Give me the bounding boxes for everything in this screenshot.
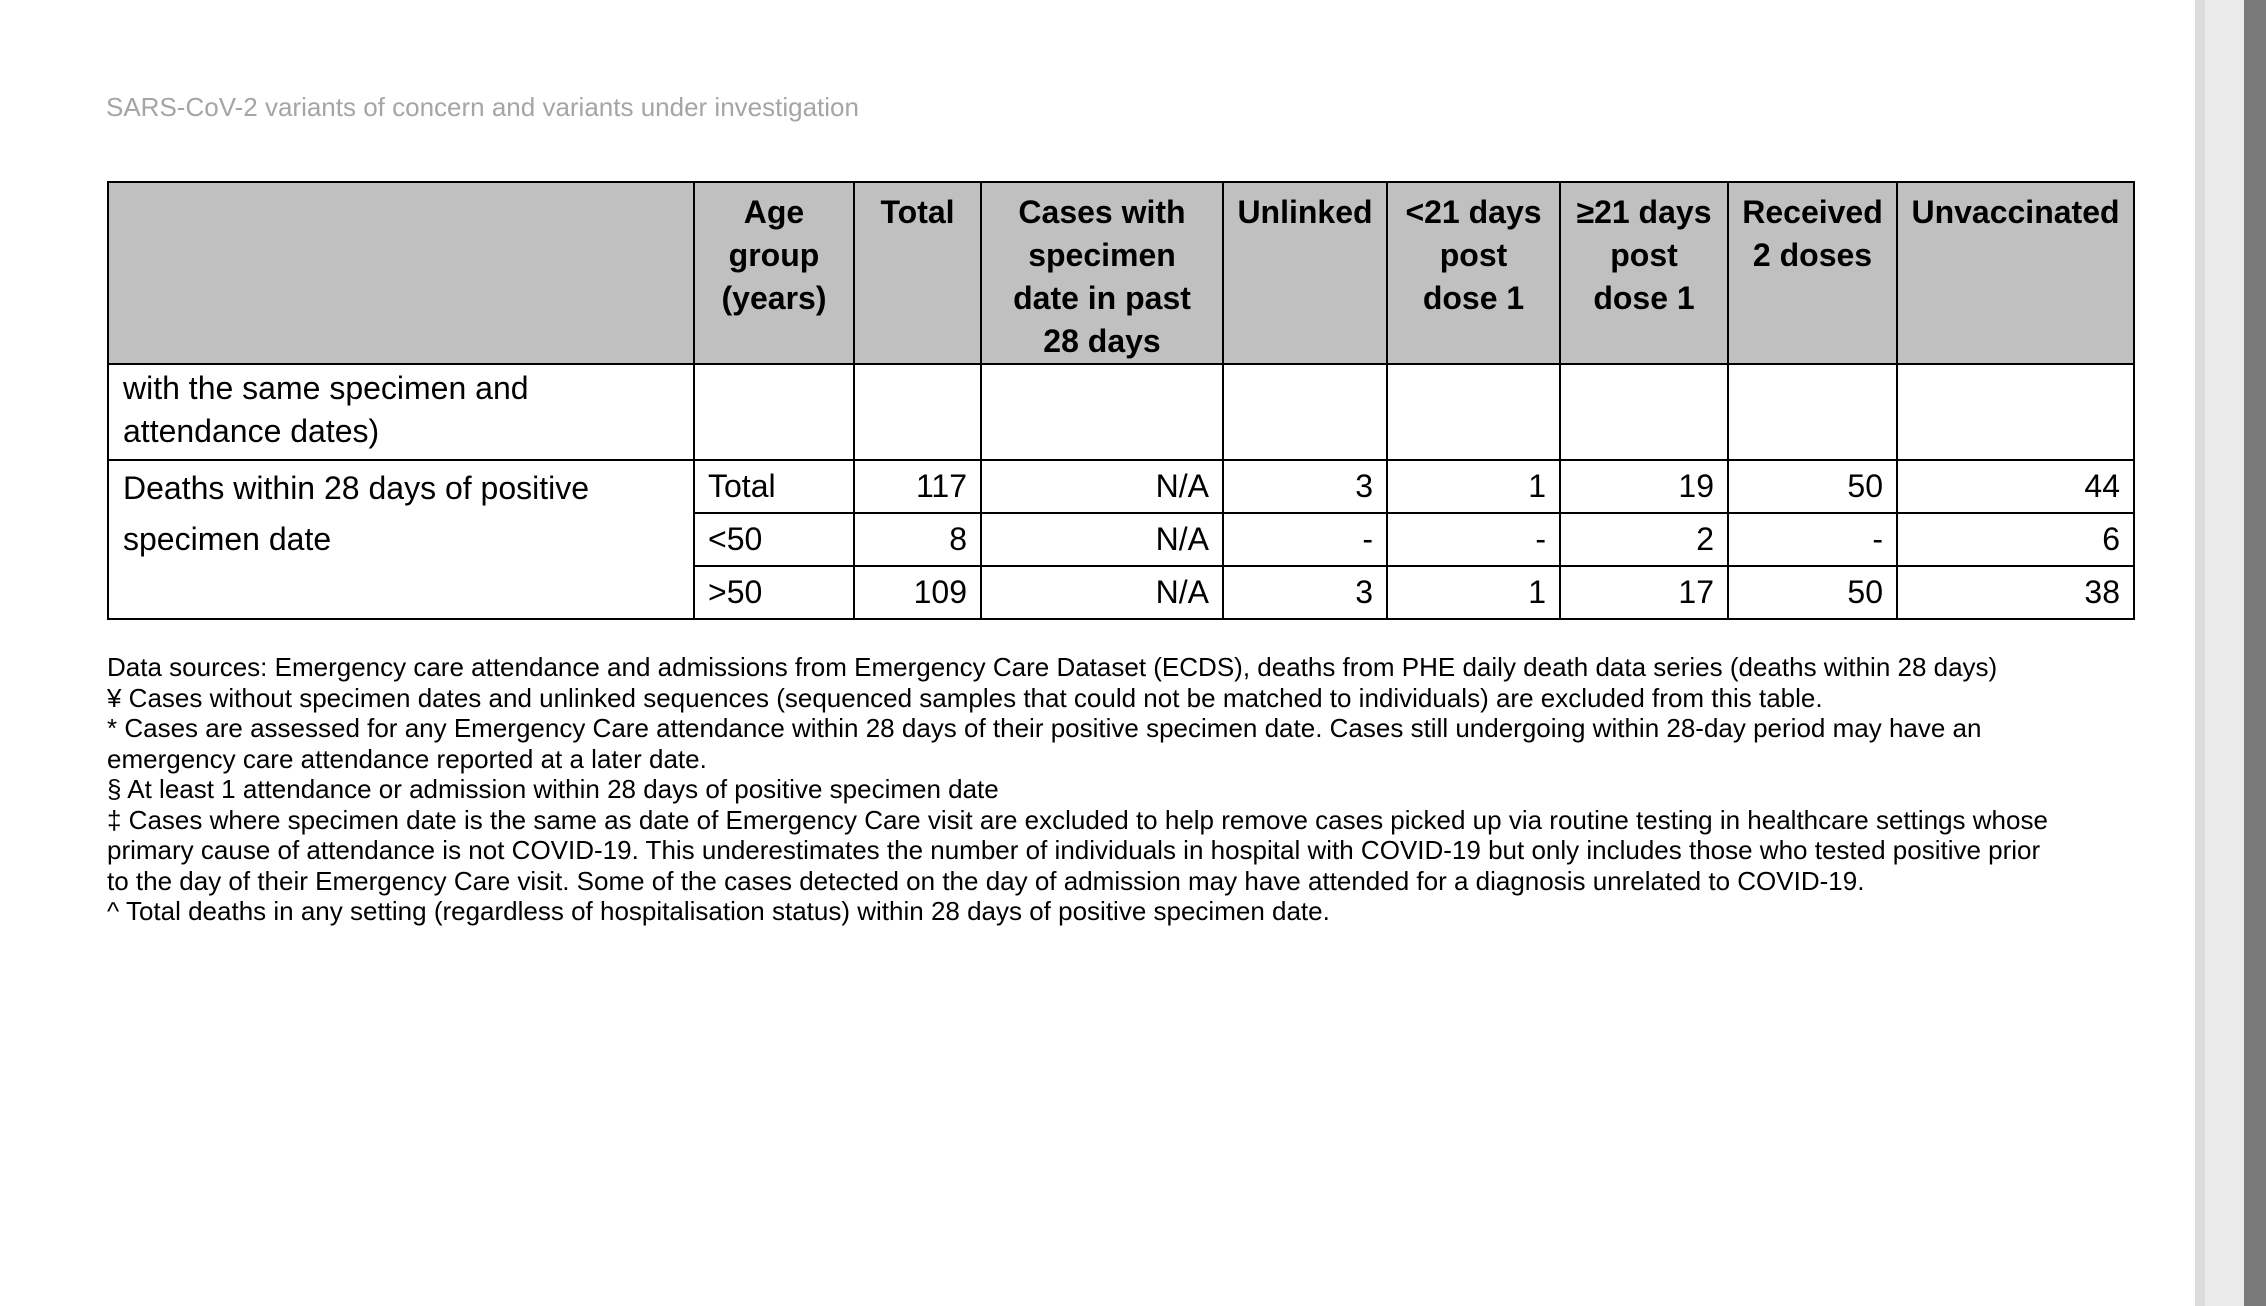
footnote-section: § At least 1 attendance or admission within 28 days of positive specimen date xyxy=(107,774,999,804)
table-cell-empty xyxy=(1387,364,1560,460)
received-2-doses-cell: 50 xyxy=(1728,566,1897,619)
table-cell-empty xyxy=(854,364,981,460)
column-header-blank xyxy=(108,182,694,364)
deaths-table xyxy=(107,181,2135,620)
footnote-data-sources: Data sources: Emergency care attendance and admissions from Emergency Care Dataset (ECDS), deaths from PHE daily death data series (deaths within 28 days) xyxy=(107,652,1998,682)
lt21-days-dose1-cell: 1 xyxy=(1387,566,1560,619)
age-group-cell: Total xyxy=(694,460,854,513)
cases-past-28-days-cell: N/A xyxy=(981,513,1223,566)
vertical-scrollbar[interactable] xyxy=(2195,0,2266,1306)
column-header-ge21-days-dose1: ≥21 days post dose 1 xyxy=(1560,182,1728,364)
unvaccinated-cell: 44 xyxy=(1897,460,2134,513)
table-row-deaths-total xyxy=(108,460,2134,513)
total-cell: 117 xyxy=(854,460,981,513)
table-cell-empty xyxy=(694,364,854,460)
ge21-days-dose1-cell: 17 xyxy=(1560,566,1728,619)
table-row-continued xyxy=(108,364,2134,460)
ge21-days-dose1-cell: 19 xyxy=(1560,460,1728,513)
age-group-cell: >50 xyxy=(694,566,854,619)
scrollbar-thumb[interactable] xyxy=(2244,0,2266,1306)
footnote-caret: ^ Total deaths in any setting (regardless of hospitalisation status) within 28 days of positive specimen date. xyxy=(107,896,1330,926)
column-header-unvaccinated: Unvaccinated xyxy=(1897,182,2134,364)
unlinked-cell: 3 xyxy=(1223,566,1387,619)
column-header-lt21-days-dose1: <21 days post dose 1 xyxy=(1387,182,1560,364)
cases-past-28-days-cell: N/A xyxy=(981,460,1223,513)
table-cell-empty xyxy=(1560,364,1728,460)
received-2-doses-cell: - xyxy=(1728,513,1897,566)
unlinked-cell: - xyxy=(1223,513,1387,566)
scrollbar-track-edge xyxy=(2195,0,2205,1306)
table-cell-empty xyxy=(981,364,1223,460)
table-cell-empty xyxy=(1223,364,1387,460)
total-cell: 109 xyxy=(854,566,981,619)
unvaccinated-cell: 6 xyxy=(1897,513,2134,566)
footnote-yen: ¥ Cases without specimen dates and unlinked sequences (sequenced samples that could not be matched to individuals) are excluded from this table. xyxy=(107,682,1823,713)
row-label-deaths: Deaths within 28 days of positive specimen date xyxy=(108,460,694,619)
lt21-days-dose1-cell: 1 xyxy=(1387,460,1560,513)
age-group-cell: <50 xyxy=(694,513,854,566)
unvaccinated-cell: 38 xyxy=(1897,566,2134,619)
column-header-age-group: Age group (years) xyxy=(694,182,854,364)
received-2-doses-cell: 50 xyxy=(1728,460,1897,513)
cases-past-28-days-cell: N/A xyxy=(981,566,1223,619)
ge21-days-dose1-cell: 2 xyxy=(1560,513,1728,566)
table-header-row xyxy=(108,182,2134,364)
footnote-double-dagger: ‡ Cases where specimen date is the same as date of Emergency Care visit are excluded to help remove cases picked up via routine testing in healthcare settings whose primary cause of attendance is not COVID-19. This underestimates the number of individuals in hospital with COVID-19 but only includes those who tested positive prior to the day of their Emergency Care visit. Some of the cases detected on the day of admission may have attended for a diagnosis unrelated to COVID-19. xyxy=(107,804,2048,896)
column-header-unlinked: Unlinked xyxy=(1223,182,1387,364)
column-header-cases-past-28-days: Cases with specimen date in past 28 days xyxy=(981,182,1223,364)
running-header: SARS-CoV-2 variants of concern and variants under investigation xyxy=(106,92,859,122)
table-cell-empty xyxy=(1728,364,1897,460)
column-header-total: Total xyxy=(854,182,981,364)
lt21-days-dose1-cell: - xyxy=(1387,513,1560,566)
footnote-asterisk: * Cases are assessed for any Emergency Care attendance within 28 days of their positive specimen date. Cases still undergoing within 28-day period may have an emergency care attendance reported at a later date. xyxy=(107,713,1982,774)
table-cell-empty xyxy=(1897,364,2134,460)
unlinked-cell: 3 xyxy=(1223,460,1387,513)
table-footnotes xyxy=(107,652,2067,927)
row-label-continued: with the same specimen and attendance dates) xyxy=(108,364,694,460)
total-cell: 8 xyxy=(854,513,981,566)
column-header-received-2-doses: Received 2 doses xyxy=(1728,182,1897,364)
